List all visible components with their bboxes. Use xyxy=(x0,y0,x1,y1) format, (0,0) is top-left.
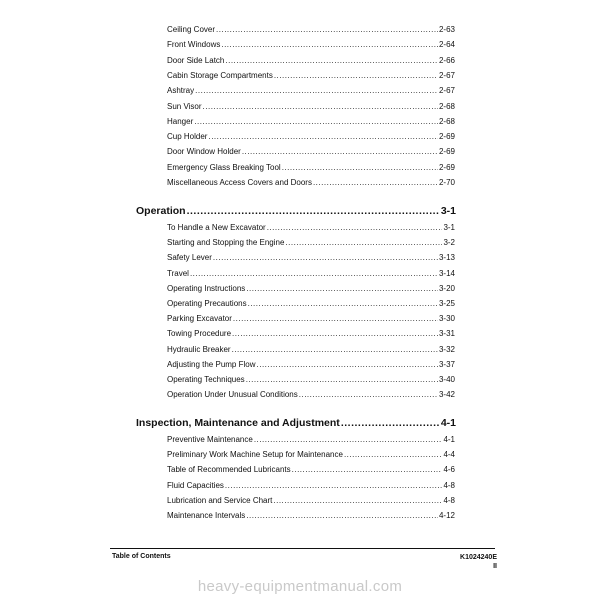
toc-entry-label: Operation xyxy=(136,205,186,217)
toc-entry-label: Parking Excavator xyxy=(167,314,232,323)
toc-entry[interactable] xyxy=(167,360,455,370)
dot-leader xyxy=(233,314,438,324)
watermark: heavy-equipmentmanual.com xyxy=(197,578,403,595)
toc-entry[interactable] xyxy=(167,284,455,294)
toc-entry-label: Inspection, Maintenance and Adjustment xyxy=(136,417,340,429)
toc-page-number: 2-64 xyxy=(438,40,455,49)
dot-leader xyxy=(257,360,438,370)
dot-leader xyxy=(273,496,442,506)
toc-entry-label: Operating Techniques xyxy=(167,375,245,384)
toc-entry-label: Operating Instructions xyxy=(167,284,246,293)
toc-entry[interactable] xyxy=(167,299,455,309)
toc-page-number: 2-67 xyxy=(438,71,455,80)
toc-entry-label: Sun Visor xyxy=(167,102,202,111)
toc-page-number: 4-1 xyxy=(440,417,456,429)
toc-entry-label: Cup Holder xyxy=(167,132,208,141)
toc-entry[interactable] xyxy=(167,223,455,233)
toc-page-number: 2-63 xyxy=(438,25,455,34)
toc-page-number: 3-20 xyxy=(438,284,455,293)
toc-entry-label: Emergency Glass Breaking Tool xyxy=(167,163,281,172)
toc-entry[interactable] xyxy=(167,314,455,324)
toc-entry-label: Hanger xyxy=(167,117,194,126)
toc-page-number: 3-13 xyxy=(438,253,455,262)
toc-entry[interactable] xyxy=(167,481,455,491)
toc-page-number: 4-12 xyxy=(438,511,455,520)
toc-page-number: 3-40 xyxy=(438,375,455,384)
toc-page-number: 3-42 xyxy=(438,390,455,399)
toc-entry-label: Maintenance Intervals xyxy=(167,511,246,520)
toc-page-number: 4-8 xyxy=(443,481,455,490)
toc-entry-label: Ceiling Cover xyxy=(167,25,216,34)
toc-entry[interactable] xyxy=(167,465,455,475)
toc-entry-label: Operating Precautions xyxy=(167,299,247,308)
toc-entry-label: Starting and Stopping the Engine xyxy=(167,238,285,247)
toc-entry-label: Towing Procedure xyxy=(167,329,232,338)
toc-entry-label: Door Side Latch xyxy=(167,56,225,65)
toc-entry-label: Safety Lever xyxy=(167,253,212,262)
footer-ref xyxy=(460,553,497,571)
toc-page-number: 2-70 xyxy=(438,178,455,187)
toc-entry-label: Preliminary Work Machine Setup for Maintenance xyxy=(167,450,343,459)
dot-leader xyxy=(299,390,438,400)
dot-leader xyxy=(246,375,438,385)
toc-page-number: 3-2 xyxy=(443,238,455,247)
toc-entry-label: To Handle a New Excavator xyxy=(167,223,266,232)
dot-leader xyxy=(232,329,438,339)
toc-entry-label: Cabin Storage Compartments xyxy=(167,71,273,80)
dot-leader xyxy=(246,511,438,521)
toc-page-number: 3-30 xyxy=(438,314,455,323)
toc-entry[interactable] xyxy=(167,435,455,445)
toc-entry[interactable] xyxy=(167,450,455,460)
dot-leader xyxy=(285,238,442,248)
toc-page-number: 3-37 xyxy=(438,360,455,369)
toc-page-number: 2-69 xyxy=(438,147,455,156)
toc-page-number: 3-14 xyxy=(438,269,455,278)
toc-entry[interactable] xyxy=(167,345,455,355)
toc-page-number: 3-1 xyxy=(440,205,456,217)
toc-entry-label: Travel xyxy=(167,269,189,278)
toc-entry[interactable] xyxy=(167,269,455,279)
toc-entry-label: Lubrication and Service Chart xyxy=(167,496,273,505)
toc-entry[interactable] xyxy=(167,511,455,521)
dot-leader xyxy=(344,450,443,460)
footer-title: Table of Contents xyxy=(112,553,171,560)
toc-entry-label: Miscellaneous Access Covers and Doors xyxy=(167,178,312,187)
toc-page-number: 3-1 xyxy=(443,223,455,232)
toc-page-number: 2-67 xyxy=(438,86,455,95)
toc-entry-label: Table of Recommended Lubricants xyxy=(167,465,291,474)
toc-entry[interactable] xyxy=(167,253,455,263)
toc-page-number: 4-8 xyxy=(443,496,455,505)
toc-page-number: 4-1 xyxy=(443,435,455,444)
toc-entry-label: Fluid Capacities xyxy=(167,481,224,490)
dot-leader xyxy=(232,345,438,355)
toc-entry[interactable] xyxy=(167,329,455,339)
toc-entry[interactable] xyxy=(167,375,455,385)
toc-section-heading[interactable] xyxy=(136,417,456,430)
toc-entry-label: Ashtray xyxy=(167,86,195,95)
toc-entry-label: Front Windows xyxy=(167,40,221,49)
footer-page-number: II xyxy=(493,563,497,570)
toc-page-number: 3-31 xyxy=(438,329,455,338)
toc-page-number: 3-32 xyxy=(438,345,455,354)
toc-entry-label: Door Window Holder xyxy=(167,147,241,156)
dot-leader xyxy=(267,223,443,233)
toc-page-number: 2-69 xyxy=(438,163,455,172)
toc-page-number: 4-6 xyxy=(443,465,455,474)
toc-entry[interactable] xyxy=(167,238,455,248)
toc-entry-label: Operation Under Unusual Conditions xyxy=(167,390,298,399)
toc-entry-label: Adjusting the Pump Flow xyxy=(167,360,256,369)
toc-page-number: 2-69 xyxy=(438,132,455,141)
toc-entry[interactable] xyxy=(167,390,455,400)
toc-entry-label: Preventive Maintenance xyxy=(167,435,253,444)
dot-leader xyxy=(187,205,440,218)
dot-leader xyxy=(248,299,438,309)
dot-leader xyxy=(213,253,438,263)
dot-leader xyxy=(225,481,443,491)
toc-page-number: 2-66 xyxy=(438,56,455,65)
dot-leader xyxy=(246,284,438,294)
toc-page-number: 4-4 xyxy=(443,450,455,459)
dot-leader xyxy=(341,417,440,430)
toc-section-heading[interactable] xyxy=(136,205,456,218)
toc-entry[interactable] xyxy=(167,496,455,506)
dot-leader xyxy=(292,465,443,475)
toc-page-number: 3-25 xyxy=(438,299,455,308)
footer-rule xyxy=(110,548,495,549)
dot-leader xyxy=(190,269,438,279)
toc-entry-label: Hydraulic Breaker xyxy=(167,345,231,354)
footer-doc-id: K1024240E xyxy=(460,554,497,561)
toc-page-number: 2-68 xyxy=(438,102,455,111)
toc-page-number: 2-68 xyxy=(438,117,455,126)
dot-leader xyxy=(254,435,443,445)
